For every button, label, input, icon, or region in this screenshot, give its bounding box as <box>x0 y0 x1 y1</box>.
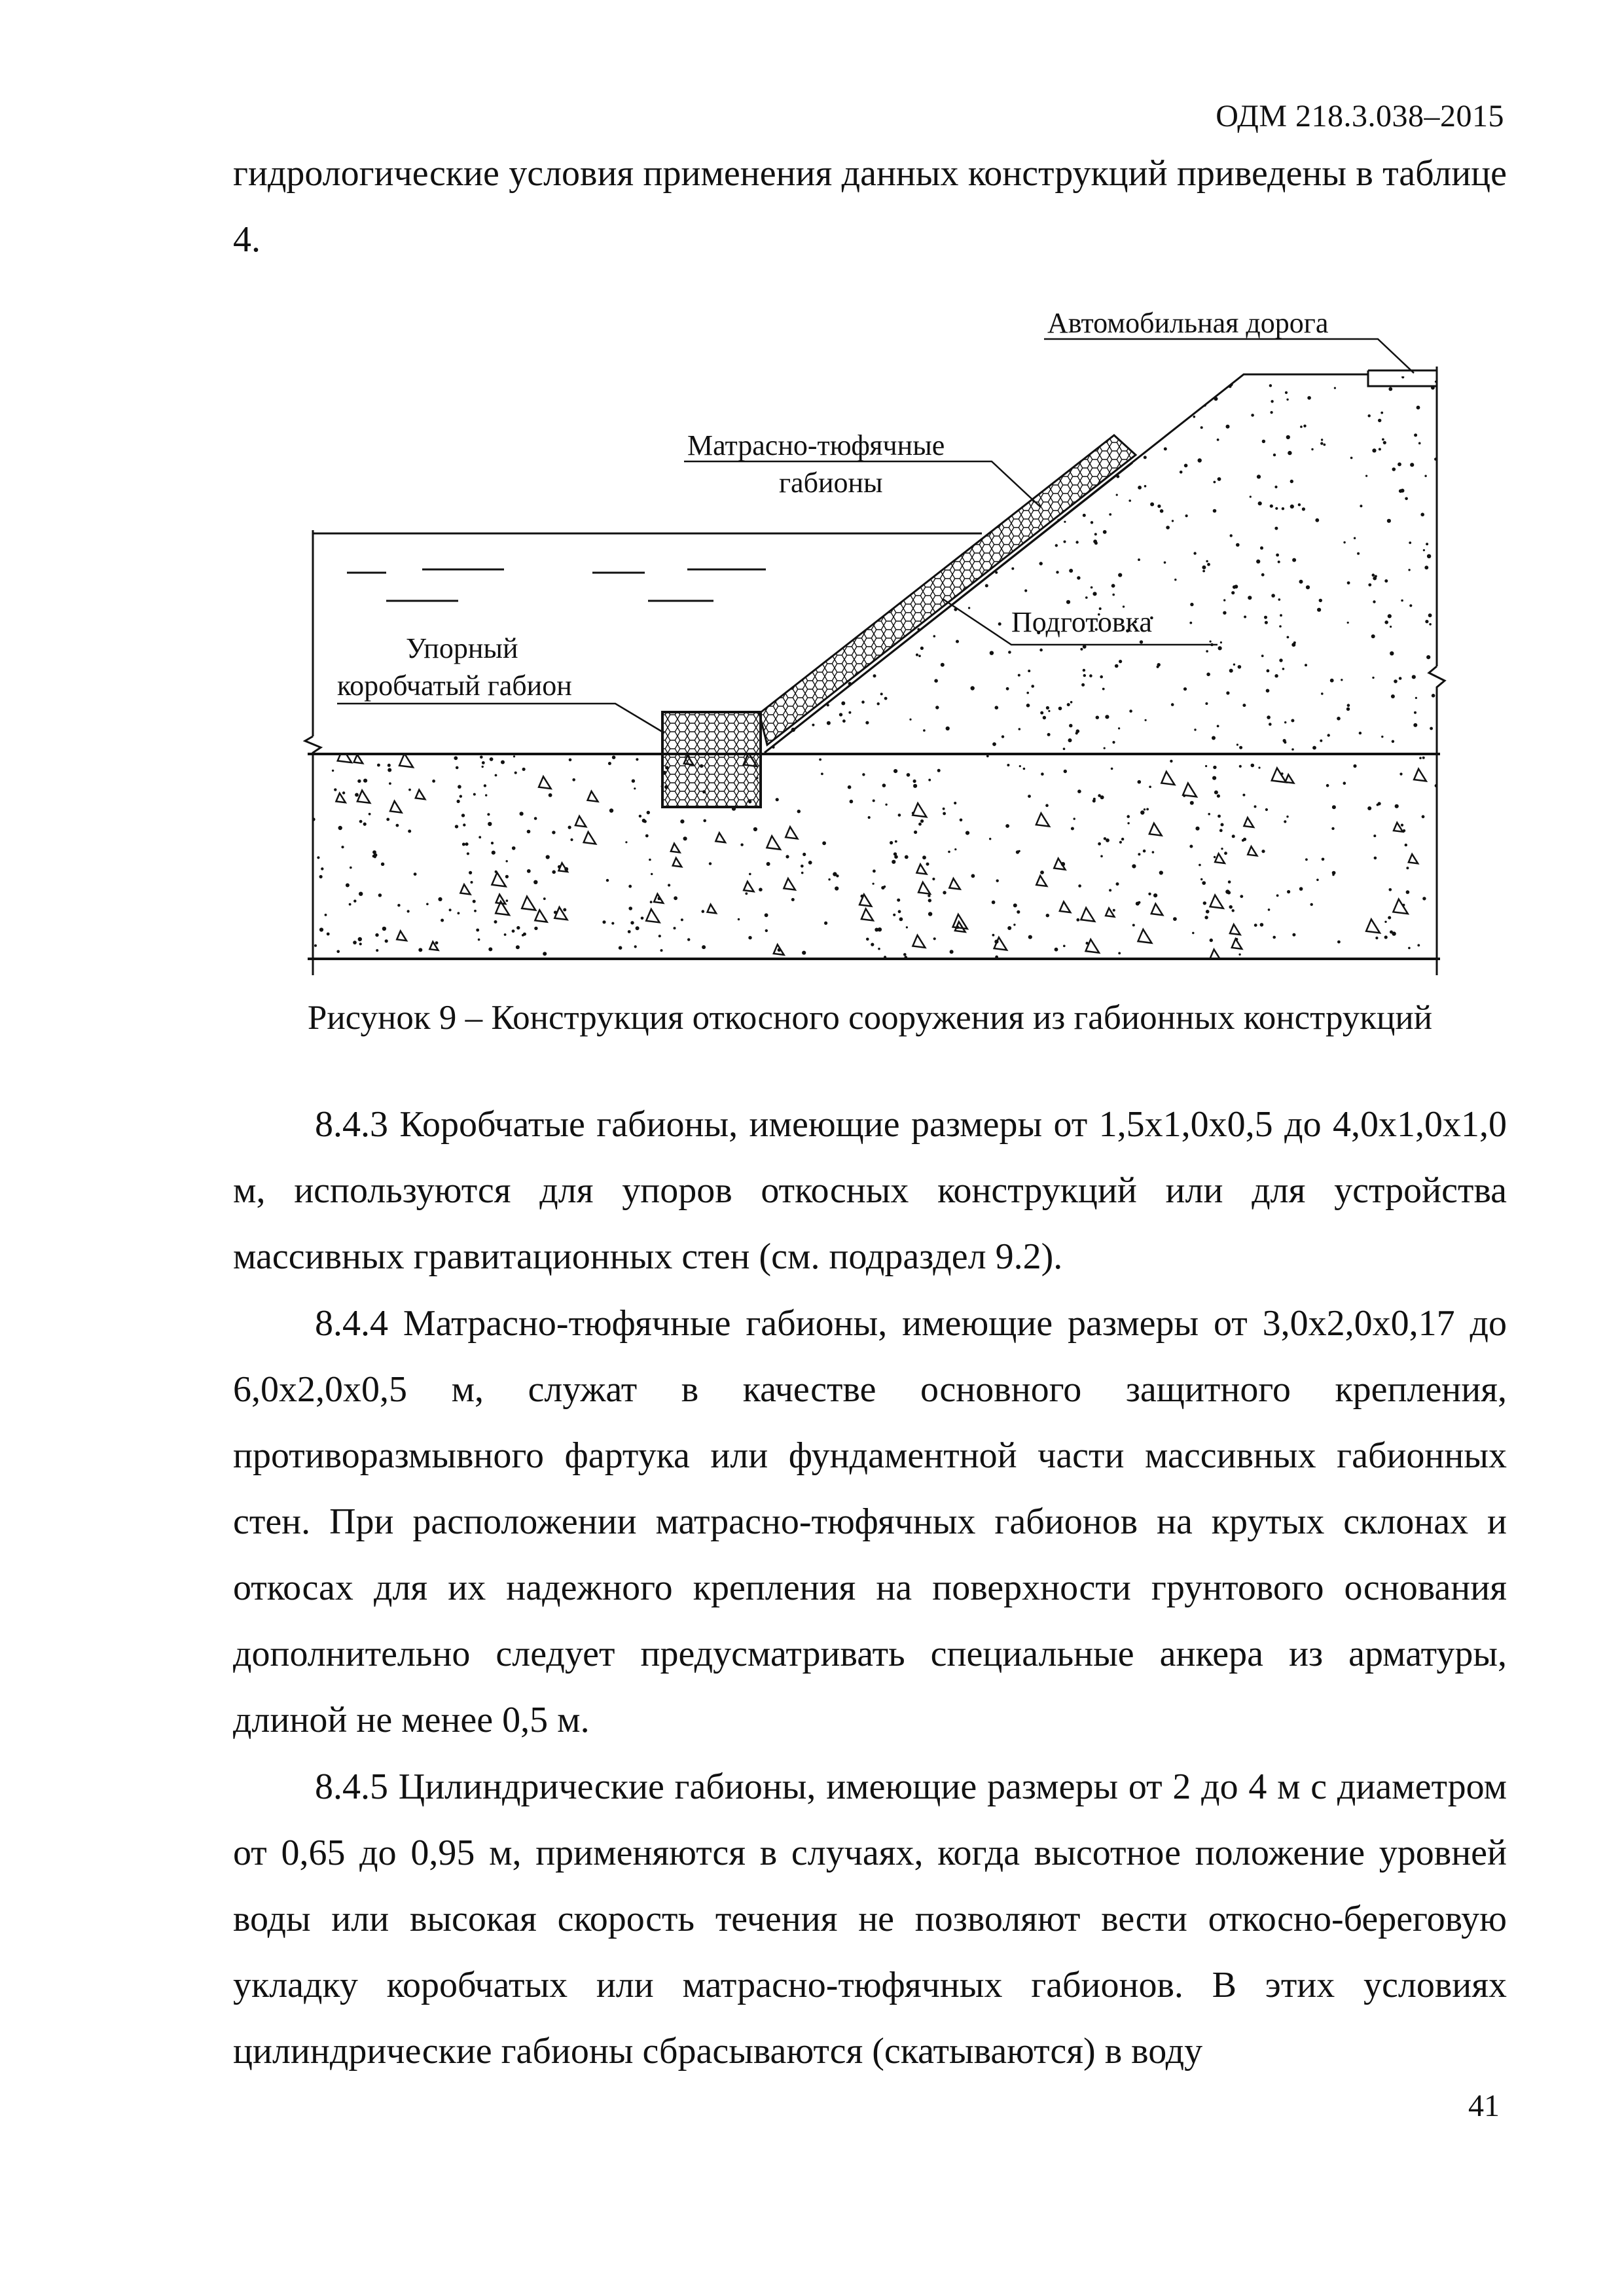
intro-paragraph: гидрологические условия применения данных конструкций приведены в таблице 4. <box>233 153 1507 260</box>
mattress-label-line2: габионы <box>779 467 883 499</box>
road-leader <box>1044 339 1414 373</box>
paragraph-8-4-4: 8.4.4 Матрасно-тюфячные габионы, имеющие размеры от 3,0х2,0х0,17 до 6,0х2,0х0,5 м, служат в качестве основного защитного крепления, противоразмывного фартука или фундаментной части массивных габионных стен. При расположении матрасно-тюфячных габионов на крутых склонах и откосах для их надежного крепления на поверхности грунтового основания дополнительно следует предусматривать специальные анкера из арматуры, длиной не менее 0,5 м. <box>233 1303 1507 1740</box>
right-break-line <box>1429 367 1445 975</box>
paragraph-8-4-3: 8.4.3 Коробчатые габионы, имеющие размеры от 1,5х1,0х0,5 до 4,0х1,0х1,0 м, используются для упоров откосных конструкций или для устройства массивных гравитационных стен (см. подраздел 9.2). <box>233 1104 1507 1277</box>
box-gabion-leader <box>337 704 664 733</box>
road-label: Автомобильная дорога <box>1047 307 1329 339</box>
box-gabion-label-line1: Упорный <box>406 632 518 664</box>
document-code: ОДМ 218.3.038–2015 <box>1216 99 1504 134</box>
water-hatching <box>347 569 766 601</box>
foundation-soil <box>312 749 1437 962</box>
figure-caption: Рисунок 9 – Конструкция откосного сооружения из габионных конструкций <box>307 999 1433 1037</box>
box-gabion-label-line2: коробчатый габион <box>337 670 572 702</box>
paragraph-8-4-5: 8.4.5 Цилиндрические габионы, имеющие размеры от 2 до 4 м с диаметром от 0,65 до 0,95 м, применяются в случаях, когда высотное положение уровней воды или высокая скорость течения не позволяют вести откосно-береговую укладку коробчатых или матрасно-тюфячных габионов. В этих условиях цилиндрические габионы сбрасываются (скатываются) в воду <box>233 1767 1507 2072</box>
box-gabion <box>662 712 761 807</box>
figure-9-diagram <box>0 0 1624 982</box>
mattress-label-line1: Матрасно-тюфячные <box>687 429 945 461</box>
preparation-label: Подготовка <box>1011 606 1152 638</box>
page-number: 41 <box>1468 2089 1500 2123</box>
